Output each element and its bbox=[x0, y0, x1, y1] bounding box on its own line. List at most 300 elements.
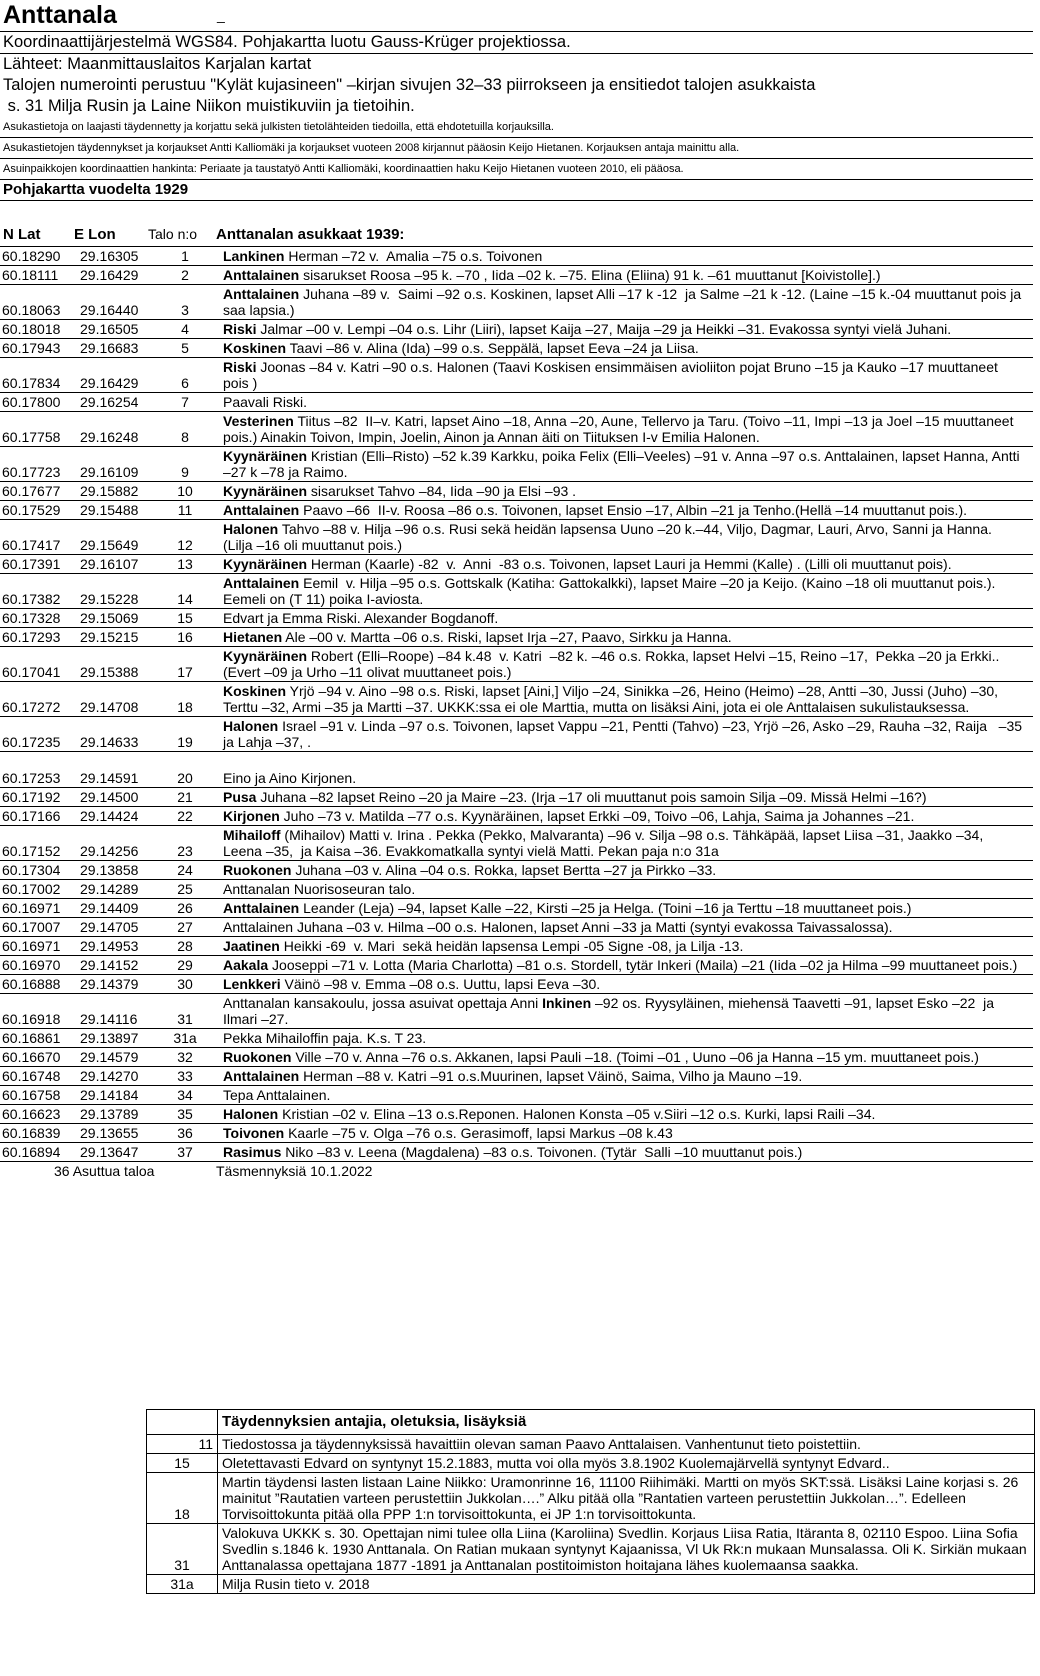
cell-lat: 60.17293 bbox=[2, 629, 61, 645]
cell-lon: 29.13858 bbox=[80, 862, 139, 878]
resident-details: Ville –70 v. Anna –76 o.s. Akkanen, lapsi Pauli –18. (Toimi –01 , Uuno –06 ja Hanna –15 ym. muuttaneet pois.) bbox=[291, 1049, 979, 1065]
cell-house-no: 10 bbox=[177, 483, 193, 499]
cell-house-no: 20 bbox=[177, 770, 193, 786]
table-footer bbox=[0, 1162, 1040, 1180]
note-house-no: 15 bbox=[147, 1454, 218, 1473]
note-house-no: 11 bbox=[147, 1435, 218, 1454]
resident-details: Herman –72 v. Amalia –75 o.s. Toivonen bbox=[284, 248, 543, 264]
cell-lat: 60.17943 bbox=[2, 340, 61, 356]
cell-lat: 60.16861 bbox=[2, 1030, 61, 1046]
cell-house-no: 6 bbox=[181, 375, 189, 391]
family-name: Jaatinen bbox=[223, 938, 280, 954]
resident-details: Herman –88 v. Katri –91 o.s.Muurinen, lapset Väinö, Saima, Vilho ja Mauno –19. bbox=[299, 1068, 803, 1084]
cell-house-no: 12 bbox=[177, 537, 193, 553]
cell-lat: 60.16758 bbox=[2, 1087, 61, 1103]
cell-lat: 60.16971 bbox=[2, 938, 61, 954]
notes-table bbox=[146, 1409, 1035, 1594]
resident-details: Tiitus –82 II–v. Katri, lapset Aino –18, Anna –20, Aune, Tellervo ja Taru. (Toivo –11, Impi –13 ja Joel –15 muuttaneet pois.) Ainakin Toivon, Impin, Joelin, Ainon ja Annan äiti on Tiituksen I-v Emilia Halonen. bbox=[223, 413, 1018, 445]
cell-lon: 29.16248 bbox=[80, 429, 139, 445]
resident-details: Tepa Anttalainen. bbox=[223, 1087, 331, 1103]
resident-details: Kristian –02 v. Elina –13 o.s.Reponen. Halonen Konsta –05 v.Siiri –12 o.s. Kurki, lapsi Raili –34. bbox=[278, 1106, 876, 1122]
cell-house-no: 32 bbox=[177, 1049, 193, 1065]
cell-residents bbox=[215, 918, 1033, 937]
family-name: Hietanen bbox=[223, 629, 283, 645]
resident-details: Niko –83 v. Leena (Magdalena) –83 o.s. Toivonen. (Tytär Salli –10 muuttanut pois.) bbox=[281, 1144, 803, 1160]
notes-heading: Täydennyksien antajia, oletuksia, lisäyksiä bbox=[218, 1410, 1035, 1435]
cell-lon: 29.14633 bbox=[80, 734, 139, 750]
cell-lat: 60.17417 bbox=[2, 537, 61, 553]
cell-lat: 60.17235 bbox=[2, 734, 61, 750]
cell-lon: 29.16429 bbox=[80, 375, 139, 391]
cell-house-no: 16 bbox=[177, 629, 193, 645]
cell-house-no: 31a bbox=[173, 1030, 197, 1046]
title-row bbox=[0, 0, 1040, 31]
cell-lon: 29.15215 bbox=[80, 629, 139, 645]
cell-lon: 29.14152 bbox=[80, 957, 139, 973]
cell-house-no: 23 bbox=[177, 843, 193, 859]
cell-residents bbox=[215, 937, 1033, 956]
cell-lat: 60.17166 bbox=[2, 808, 61, 824]
cell-residents bbox=[215, 788, 1033, 807]
family-name: Toivonen bbox=[223, 1125, 285, 1141]
table-row bbox=[0, 555, 1033, 574]
table-row bbox=[0, 358, 1033, 393]
cell-lon: 29.14708 bbox=[80, 699, 139, 715]
info-note-1: Asukastietoja on laajasti täydennetty ja korjattu sekä julkisten tietolähteiden tiedoilla, että ehdotetuilla korjauksilla. bbox=[3, 121, 554, 133]
resident-details: Paavali Riski. bbox=[223, 394, 308, 410]
table-row bbox=[0, 266, 1033, 285]
table-row bbox=[0, 247, 1033, 266]
cell-house-no: 3 bbox=[181, 302, 189, 318]
resident-details: Eemil v. Hilja –95 o.s. Gottskalk (Katiha: Gattokalkki), lapset Maire –20 ja Keijo. (Kaino –18 oli muuttanut pois.). Eemeli on (T 11) poika I-aviosta. bbox=[223, 575, 1000, 607]
resident-details: Joonas –84 v. Katri –90 o.s. Halonen (Taavi Koskisen ensimmäisen avioliiton pojat Bruno –15 ja Kauko –17 muuttaneet pois ) bbox=[223, 359, 1002, 391]
family-name: Halonen bbox=[223, 718, 279, 734]
table-row bbox=[0, 285, 1033, 320]
cell-house-no: 4 bbox=[181, 321, 189, 337]
table-row bbox=[0, 826, 1033, 861]
cell-lon: 29.16254 bbox=[80, 394, 139, 410]
cell-residents bbox=[215, 994, 1033, 1029]
resident-details: Yrjö –94 v. Aino –98 o.s. Riski, lapset [Aini,] Viljo –24, Sinikka –26, Heino (Heimo) –28, Antti –30, Jussi (Juho) –30, Terttu –32, Armi –35 ja Martti –37. UKKK:ssa ei ole Marttia, mutta on lisäksi Aini, jota ei ole Anttalaisen sukulistauksessa. bbox=[223, 683, 1002, 715]
table-row bbox=[0, 1029, 1033, 1048]
cell-lon: 29.14953 bbox=[80, 938, 139, 954]
cell-house-no: 24 bbox=[177, 862, 193, 878]
cell-residents bbox=[215, 1048, 1033, 1067]
family-name: Halonen bbox=[223, 521, 279, 537]
cell-residents bbox=[215, 628, 1033, 647]
cell-residents bbox=[215, 574, 1033, 609]
cell-lon: 29.14424 bbox=[80, 808, 139, 824]
table-row bbox=[0, 339, 1033, 358]
cell-residents bbox=[215, 880, 1033, 899]
family-name: Kyynäräinen bbox=[223, 648, 308, 664]
cell-house-no: 31 bbox=[177, 1011, 193, 1027]
family-name: Vesterinen bbox=[223, 413, 294, 429]
cell-lon: 29.14184 bbox=[80, 1087, 139, 1103]
resident-details: sisarukset Roosa –95 k. –70 , Iida –02 k. –75. Elina (Eliina) 91 k. –61 muuttanut [Koivistolle].) bbox=[299, 267, 881, 283]
basemap-year: Pohjakartta vuodelta 1929 bbox=[3, 181, 189, 198]
table-row bbox=[0, 975, 1033, 994]
cell-house-no: 18 bbox=[177, 699, 193, 715]
cell-lat: 60.17328 bbox=[2, 610, 61, 626]
cell-lat: 60.16894 bbox=[2, 1144, 61, 1160]
family-name: Kyynäräinen bbox=[223, 483, 308, 499]
cell-lon: 29.16109 bbox=[80, 464, 139, 480]
cell-lon: 29.14256 bbox=[80, 843, 139, 859]
resident-details: Anttalainen Juhana –03 v. Hilma –00 o.s. Halonen, lapset Anni –33 ja Matti (syntyi evakossa Taivassalossa). bbox=[223, 919, 893, 935]
table-row bbox=[0, 393, 1033, 412]
cell-lat: 60.16970 bbox=[2, 957, 61, 973]
cell-house-no: 30 bbox=[177, 976, 193, 992]
cell-lat: 60.17800 bbox=[2, 394, 61, 410]
cell-house-no: 28 bbox=[177, 938, 193, 954]
cell-residents bbox=[215, 647, 1033, 682]
resident-details: Israel –91 v. Linda –97 o.s. Toivonen, lapset Vappu –21, Pentti (Tahvo) –23, Yrjö –26, Asko –29, Rauha –32, Raija –35 ja Lahja –37, . bbox=[223, 718, 1026, 750]
family-name: Riski bbox=[223, 359, 257, 375]
table-row bbox=[0, 501, 1033, 520]
resident-details: Heikki -69 v. Mari sekä heidän lapsensa Lempi -05 Signe -08, ja Lilja -13. bbox=[279, 938, 744, 954]
table-row bbox=[0, 1048, 1033, 1067]
cell-lat: 60.17677 bbox=[2, 483, 61, 499]
resident-details: Juho –73 v. Matilda –77 o.s. Kyynäräinen, lapset Erkki –09, Toivo –06, Lahja, Saima ja Johannes –21. bbox=[279, 808, 915, 824]
cell-lon: 29.15649 bbox=[80, 537, 139, 553]
residents-table bbox=[0, 247, 1033, 1162]
table-row bbox=[0, 609, 1033, 628]
info-note-2: Asukastietojen täydennykset ja korjaukset Antti Kalliomäki ja korjaukset vuoteen 2008 kirjannut pääosin Keijo Hietanen. Korjauksen antaja mainittu alla. bbox=[3, 142, 740, 154]
cell-house-no: 17 bbox=[177, 664, 193, 680]
updated-note: Täsmennyksiä 10.1.2022 bbox=[216, 1163, 373, 1179]
table-row bbox=[0, 1067, 1033, 1086]
cell-lat: 60.17007 bbox=[2, 919, 61, 935]
info-note-3: Asuinpaikkojen koordinaattien hankinta: Periaate ja taustatyö Antti Kalliomäki, koordinaattien haku Keijo Hietanen vuoteen 2010, eli pääosa. bbox=[3, 163, 684, 175]
resident-details: Kaarle –75 v. Olga –76 o.s. Gerasimoff, lapsi Markus –08 k.43 bbox=[284, 1125, 673, 1141]
cell-lon: 29.14705 bbox=[80, 919, 139, 935]
cell-residents bbox=[215, 482, 1033, 501]
note-row bbox=[147, 1454, 1035, 1473]
table-row bbox=[0, 628, 1033, 647]
family-name: Lenkkeri bbox=[223, 976, 281, 992]
cell-lon: 29.13647 bbox=[80, 1144, 139, 1160]
family-name: Rasimus bbox=[223, 1144, 282, 1160]
resident-details: Paavo –66 II-v. Roosa –86 o.s. Toivonen, lapset Ensio –17, Albin –21 ja Tenho.(Hellä –14 muuttanut pois.). bbox=[299, 502, 967, 518]
cell-residents bbox=[215, 1143, 1033, 1162]
cell-house-no: 35 bbox=[177, 1106, 193, 1122]
table-row bbox=[0, 788, 1033, 807]
resident-details: Jooseppi –71 v. Lotta (Maria Charlotta) –81 o.s. Stordell, tytär Inkeri (Maila) –21 (Iida –02 ja Hilma –99 muuttaneet pois.) bbox=[268, 957, 1018, 973]
note-text: Valokuva UKKK s. 30. Opettajan nimi tulee olla Liina (Karoliina) Svedlin. Korjaus Liisa Ratia, Itäranta 8, 02110 Espoo. Liina Sofia Svedlin s.1846 k. 1930 Anttanala. On Ratian mukaan syntynyt Kajaanissa, Vl Uk Rk:n mukaan Munsalassa. Oli K. Sirkiän mukaan Anttanalassa opettajana 1877 -1891 ja Anttanalan postitoimiston hoitajana lähes kuolemaansa saakka. bbox=[218, 1524, 1035, 1575]
cell-lon: 29.14579 bbox=[80, 1049, 139, 1065]
cell-residents bbox=[215, 752, 1033, 788]
cell-residents bbox=[215, 956, 1033, 975]
resident-details: Kristian (Elli–Risto) –52 k.39 Karkku, poika Felix (Elli–Veeles) –91 v. Anna –97 o.s. Anttalainen, lapset Hanna, Antti –27 k –78 ja Raimo. bbox=[223, 448, 1024, 480]
cell-lat: 60.16839 bbox=[2, 1125, 61, 1141]
cell-lat: 60.16670 bbox=[2, 1049, 61, 1065]
note-row bbox=[147, 1575, 1035, 1594]
cell-residents bbox=[215, 285, 1033, 320]
cell-residents bbox=[215, 393, 1033, 412]
family-name: Pusa bbox=[223, 789, 257, 805]
table-row bbox=[0, 320, 1033, 339]
cell-lat: 60.17272 bbox=[2, 699, 61, 715]
table-row bbox=[0, 956, 1033, 975]
cell-lon: 29.14500 bbox=[80, 789, 139, 805]
resident-details: Eino ja Aino Kirjonen. bbox=[223, 770, 357, 786]
resident-details: Taavi –86 v. Alina (Ida) –99 o.s. Seppälä, lapset Eeva –24 ja Liisa. bbox=[286, 340, 699, 356]
table-row bbox=[0, 880, 1033, 899]
resident-details: sisarukset Tahvo –84, Iida –90 ja Elsi –93 . bbox=[307, 483, 577, 499]
cell-residents bbox=[215, 412, 1033, 447]
table-row bbox=[0, 994, 1033, 1029]
note-text: Martin täydensi lasten listaan Laine Niikko: Uramonrinne 16, 11100 Riihimäki. Martti on myös SKT:ssä. Lisäksi Laine korjasi s. 26 mainitut ”Rautatien varteen perustettiin Jukkolan….” Alku pitää olla ”Rantatien varteen perustettiin Jukkolan…”. Edelleen Torvisoittokunta pitää olla PPP 1:n torvisoittokunta, ei JP 1:n torvisoittokunta. bbox=[218, 1473, 1035, 1524]
resident-details: –92 os. Ryysyläinen, miehensä Taavetti –91, lapset Esko –22 ja Ilmari –27. bbox=[223, 995, 998, 1027]
resident-details: Jalmar –00 v. Lempi –04 o.s. Lihr (Liiri), lapset Kaija –27, Maija –29 ja Heikki –31. Evakossa syntyi vielä Juhani. bbox=[256, 321, 952, 337]
cell-lon: 29.13789 bbox=[80, 1106, 139, 1122]
table-row bbox=[0, 1105, 1033, 1124]
table-row bbox=[0, 520, 1033, 555]
note-row bbox=[147, 1524, 1035, 1575]
cell-lon: 29.15882 bbox=[80, 483, 139, 499]
table-row bbox=[0, 899, 1033, 918]
table-row bbox=[0, 647, 1033, 682]
cell-residents bbox=[215, 339, 1033, 358]
cell-lat: 60.17758 bbox=[2, 429, 61, 445]
table-row bbox=[0, 752, 1033, 788]
family-name: Ruokonen bbox=[223, 1049, 292, 1065]
cell-house-no: 37 bbox=[177, 1144, 193, 1160]
cell-house-no: 9 bbox=[181, 464, 189, 480]
cell-lat: 60.16748 bbox=[2, 1068, 61, 1084]
cell-residents bbox=[215, 1124, 1033, 1143]
table-row bbox=[0, 717, 1033, 752]
cell-lon: 29.14591 bbox=[80, 770, 139, 786]
table-row bbox=[0, 937, 1033, 956]
cell-lon: 29.14379 bbox=[80, 976, 139, 992]
cell-lon: 29.13897 bbox=[80, 1030, 139, 1046]
cell-lat: 60.16971 bbox=[2, 900, 61, 916]
cell-house-no: 19 bbox=[177, 734, 193, 750]
cell-residents bbox=[215, 975, 1033, 994]
cell-residents bbox=[215, 861, 1033, 880]
cell-house-no: 14 bbox=[177, 591, 193, 607]
family-name: Lankinen bbox=[223, 248, 285, 264]
resident-details: Pekka Mihailoffin paja. K.s. T 23. bbox=[223, 1030, 427, 1046]
cell-lat: 60.18290 bbox=[2, 248, 61, 264]
resident-details: Leander (Leja) –94, lapset Kalle –22, Kirsti –25 ja Helga. (Toini –16 ja Terttu –18 muuttaneet pois.) bbox=[299, 900, 912, 916]
cell-lon: 29.14289 bbox=[80, 881, 139, 897]
col-residents: Anttanalan asukkaat 1939: bbox=[216, 226, 405, 243]
divider bbox=[0, 200, 1033, 201]
family-name: Anttalainen bbox=[223, 575, 300, 591]
cell-lon: 29.14116 bbox=[80, 1011, 138, 1027]
cell-lon: 29.16107 bbox=[80, 556, 139, 572]
resident-details: Tahvo –88 v. Hilja –96 o.s. Rusi sekä heidän lapsensa Uuno –20 k.–44, Viljo, Dagmar, Lauri, Arvo, Sanni ja Hanna. (Lilja –16 oli muuttanut pois.) bbox=[223, 521, 996, 553]
family-name: Anttalainen bbox=[223, 502, 300, 518]
family-name: Anttalainen bbox=[223, 267, 300, 283]
family-name: Halonen bbox=[223, 1106, 279, 1122]
cell-residents bbox=[215, 501, 1033, 520]
cell-house-no: 33 bbox=[177, 1068, 193, 1084]
cell-house-no: 5 bbox=[181, 340, 189, 356]
cell-lat: 60.18111 bbox=[2, 267, 59, 283]
resident-details: Edvart ja Emma Riski. Alexander Bogdanoff. bbox=[223, 610, 499, 626]
cell-lat: 60.17041 bbox=[2, 664, 61, 680]
resident-text-pre: Anttanalan kansakoulu, jossa asuivat opettaja Anni bbox=[223, 995, 543, 1011]
cell-residents bbox=[215, 717, 1033, 752]
family-name: Koskinen bbox=[223, 683, 287, 699]
note-house-no: 18 bbox=[147, 1473, 218, 1524]
resident-details: (Mihailov) Matti v. Irina . Pekka (Pekko, Malvaranta) –96 v. Silja –98 o.s. Tähkäpää, lapset Liisa –31, Jaakko –34, Leena –35, ja Kaisa –36. Evakkomatkalla syntyi vielä Matti. Pekan paja n:o 31a bbox=[223, 827, 988, 859]
family-name: Aakala bbox=[223, 957, 269, 973]
family-name: Ruokonen bbox=[223, 862, 292, 878]
cell-lat: 60.18063 bbox=[2, 302, 61, 318]
cell-lat: 60.17152 bbox=[2, 843, 61, 859]
numbering-line-cont: s. 31 Milja Rusin ja Laine Niikon muistikuviin ja tietoihin. bbox=[3, 97, 415, 115]
table-row bbox=[0, 1124, 1033, 1143]
cell-lon: 29.16429 bbox=[80, 267, 139, 283]
cell-lon: 29.15069 bbox=[80, 610, 139, 626]
sources-line: Lähteet: Maanmittauslaitos Karjalan kartat bbox=[3, 55, 312, 73]
cell-house-no: 22 bbox=[177, 808, 193, 824]
cell-lat: 60.16623 bbox=[2, 1106, 61, 1122]
cell-lat: 60.17382 bbox=[2, 591, 61, 607]
cell-lat: 60.16918 bbox=[2, 1011, 61, 1027]
cell-residents bbox=[215, 266, 1033, 285]
table-row bbox=[0, 447, 1033, 482]
notes-header-row bbox=[147, 1410, 1035, 1435]
cell-residents bbox=[215, 555, 1033, 574]
family-name: Anttalainen bbox=[223, 1068, 300, 1084]
title-mark: _ bbox=[217, 7, 225, 23]
table-row bbox=[0, 1143, 1033, 1162]
cell-house-no: 13 bbox=[177, 556, 193, 572]
cell-residents bbox=[215, 826, 1033, 861]
cell-lat: 60.17253 bbox=[2, 770, 61, 786]
note-text: Tiedostossa ja täydennyksissä havaittiin olevan saman Paavo Anttalaisen. Vanhentunut tieto poistettiin. bbox=[218, 1435, 1035, 1454]
column-headers bbox=[0, 221, 1040, 246]
resident-details: Juhana –89 v. Saimi –92 o.s. Koskinen, lapset Alli –17 k -12 ja Salme –21 k -12. (Laine –15 k.-04 muuttanut pois ja saa lapsia.) bbox=[223, 286, 1026, 318]
cell-residents bbox=[215, 1086, 1033, 1105]
family-name: Inkinen bbox=[542, 995, 592, 1011]
cell-lon: 29.14409 bbox=[80, 900, 139, 916]
family-name: Anttalainen bbox=[223, 286, 300, 302]
table-row bbox=[0, 682, 1033, 717]
cell-residents bbox=[215, 358, 1033, 393]
note-house-no: 31a bbox=[147, 1575, 218, 1594]
page-title: Anttanala bbox=[3, 1, 117, 29]
cell-house-no: 15 bbox=[177, 610, 193, 626]
cell-lat: 60.17391 bbox=[2, 556, 61, 572]
family-name: Anttalainen bbox=[223, 900, 300, 916]
resident-details: Herman (Kaarle) -82 v. Anni -83 o.s. Toivonen, lapset Lauri ja Hemmi (Kalle) . (Lilli oli muuttanut pois). bbox=[307, 556, 952, 572]
cell-lon: 29.15388 bbox=[80, 664, 139, 680]
family-name: Kyynäräinen bbox=[223, 556, 308, 572]
cell-residents bbox=[215, 682, 1033, 717]
cell-house-no: 11 bbox=[177, 502, 193, 518]
cell-residents bbox=[215, 609, 1033, 628]
cell-lat: 60.17192 bbox=[2, 789, 61, 805]
col-lon: E Lon bbox=[74, 226, 116, 243]
cell-lat: 60.17529 bbox=[2, 502, 61, 518]
cell-house-no: 26 bbox=[177, 900, 193, 916]
cell-house-no: 36 bbox=[177, 1125, 193, 1141]
table-row bbox=[0, 574, 1033, 609]
note-text: Milja Rusin tieto v. 2018 bbox=[218, 1575, 1035, 1594]
resident-details: Juhana –03 v. Alina –04 o.s. Rokka, lapset Bertta –27 ja Pirkko –33. bbox=[291, 862, 717, 878]
cell-residents bbox=[215, 1105, 1033, 1124]
cell-lon: 29.15228 bbox=[80, 591, 139, 607]
cell-lon: 29.16683 bbox=[80, 340, 139, 356]
cell-house-no: 1 bbox=[181, 248, 189, 264]
table-row bbox=[0, 918, 1033, 937]
table-row bbox=[0, 861, 1033, 880]
coordinate-system-line: Koordinaattijärjestelmä WGS84. Pohjakartta luotu Gauss-Krüger projektiossa. bbox=[3, 33, 571, 51]
cell-house-no: 27 bbox=[177, 919, 193, 935]
cell-lon: 29.16505 bbox=[80, 321, 139, 337]
family-name: Riski bbox=[223, 321, 257, 337]
cell-house-no: 29 bbox=[177, 957, 193, 973]
resident-details: Anttanalan Nuorisoseuran talo. bbox=[223, 881, 416, 897]
cell-residents bbox=[215, 447, 1033, 482]
note-text: Oletettavasti Edvard on syntynyt 15.2.1883, mutta voi olla myös 3.8.1902 Kuolemajärvellä syntynyt Edvard.. bbox=[218, 1454, 1035, 1473]
cell-lon: 29.16305 bbox=[80, 248, 139, 264]
cell-lat: 60.17834 bbox=[2, 375, 61, 391]
cell-house-no: 2 bbox=[181, 267, 189, 283]
cell-residents bbox=[215, 899, 1033, 918]
family-name: Kyynäräinen bbox=[223, 448, 308, 464]
family-name: Kirjonen bbox=[223, 808, 280, 824]
cell-lat: 60.16888 bbox=[2, 976, 61, 992]
cell-residents bbox=[215, 807, 1033, 826]
cell-lat: 60.17002 bbox=[2, 881, 61, 897]
family-name: Mihailoff bbox=[223, 827, 281, 843]
table-row bbox=[0, 482, 1033, 501]
note-row bbox=[147, 1435, 1035, 1454]
note-house-no: 31 bbox=[147, 1524, 218, 1575]
cell-lon: 29.14270 bbox=[80, 1068, 139, 1084]
notes-header-empty bbox=[147, 1410, 218, 1435]
cell-residents bbox=[215, 1067, 1033, 1086]
house-count: 36 Asuttua taloa bbox=[54, 1163, 155, 1179]
col-house-no: Talo n:o bbox=[148, 226, 198, 242]
resident-details: Juhana –82 lapset Reino –20 ja Maire –23. (Irja –17 oli muuttanut pois samoin Silja –09. Missä Helmi –16?) bbox=[256, 789, 927, 805]
cell-residents bbox=[215, 247, 1033, 266]
cell-residents bbox=[215, 520, 1033, 555]
numbering-line: Talojen numerointi perustuu "Kylät kujasineen" –kirjan sivujen 32–33 piirrokseen ja ensitiedot talojen asukkaista bbox=[3, 76, 816, 94]
table-row bbox=[0, 1086, 1033, 1105]
cell-house-no: 25 bbox=[177, 881, 193, 897]
cell-lat: 60.18018 bbox=[2, 321, 61, 337]
cell-lat: 60.17304 bbox=[2, 862, 61, 878]
cell-lon: 29.16440 bbox=[80, 302, 139, 318]
cell-house-no: 21 bbox=[177, 789, 193, 805]
resident-details: Väinö –98 v. Emma –08 o.s. Uuttu, lapsi Eeva –30. bbox=[280, 976, 601, 992]
cell-house-no: 8 bbox=[181, 429, 189, 445]
cell-residents bbox=[215, 1029, 1033, 1048]
resident-details: Robert (Elli–Roope) –84 k.48 v. Katri –82 k. –46 o.s. Rokka, lapset Helvi –15, Reino –17, Pekka –20 ja Erkki.. (Evert –09 ja Urho –11 olivat muuttaneet pois.) bbox=[223, 648, 1004, 680]
cell-house-no: 34 bbox=[177, 1087, 193, 1103]
cell-lat: 60.17723 bbox=[2, 464, 61, 480]
resident-details: Ale –00 v. Martta –06 o.s. Riski, lapset Irja –27, Paavo, Sirkku ja Hanna. bbox=[282, 629, 732, 645]
table-row bbox=[0, 807, 1033, 826]
cell-house-no: 7 bbox=[181, 394, 189, 410]
note-row bbox=[147, 1473, 1035, 1524]
family-name: Koskinen bbox=[223, 340, 287, 356]
table-row bbox=[0, 412, 1033, 447]
cell-lon: 29.15488 bbox=[80, 502, 139, 518]
cell-lon: 29.13655 bbox=[80, 1125, 139, 1141]
col-lat: N Lat bbox=[3, 226, 41, 243]
cell-residents bbox=[215, 320, 1033, 339]
